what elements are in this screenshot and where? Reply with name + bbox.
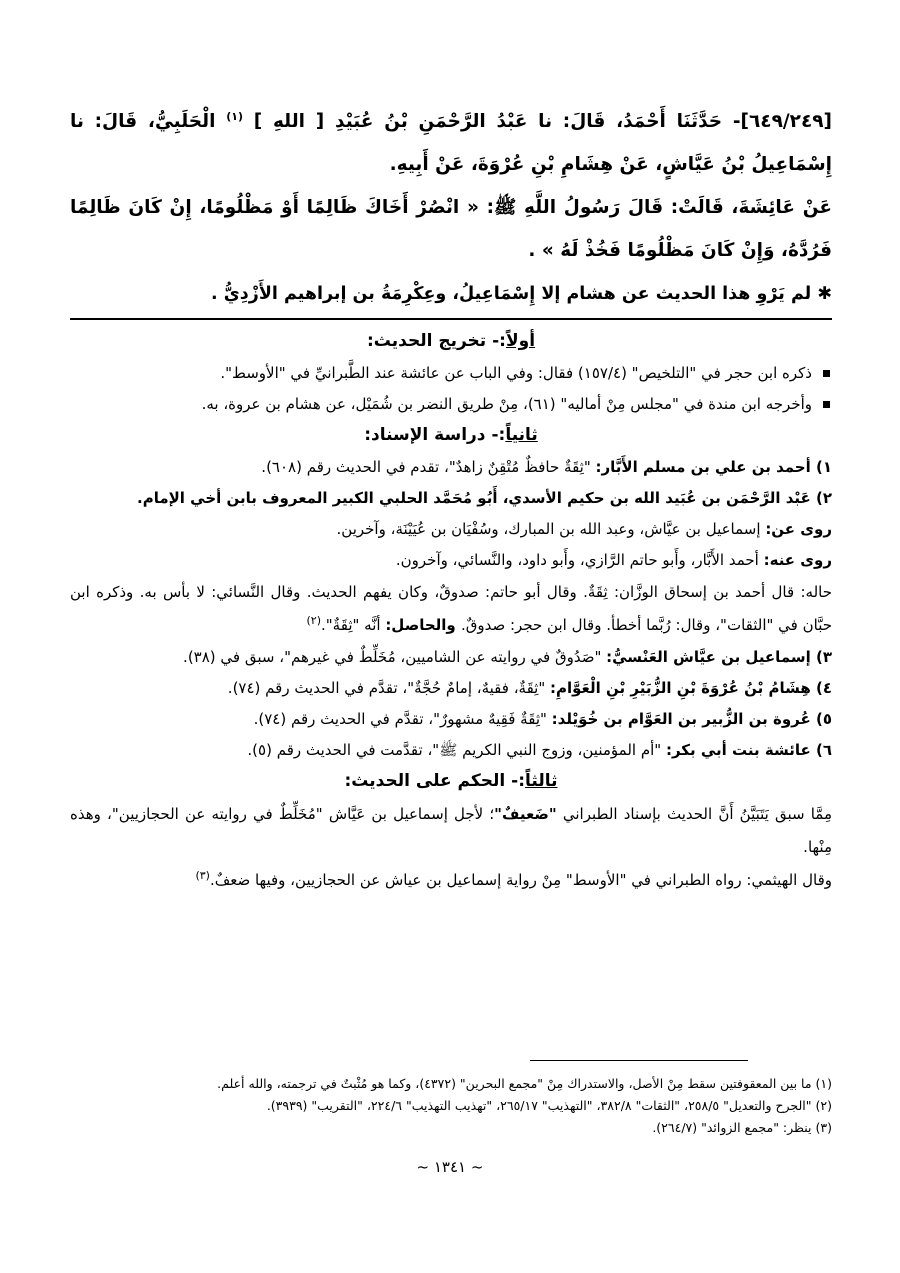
isnad-text-cont: الْحَلَبِيُّ، قَالَ: نا إِسْمَاعِيلُ بْنُ عَيَّاشٍ، عَنْ هِشَامِ بْنِ عُرْوَةَ، عَنْ أَبِيهِ. [70, 111, 832, 175]
footnote-1: (١) ما بين المعقوفتين سقط مِنْ الأصل، والاستدراك مِنْ "مجمع البحرين" (٤٣٧٢)، وكما هو مُثْبتٌ في ترجمته، والله أعلم. [217, 1076, 832, 1091]
page-number: ~ ١٣٤١ ~ [416, 1158, 484, 1176]
footnote-3: (٣) ينظر: "مجمع الزوائد" (٢٦٤/٧). [652, 1120, 832, 1135]
section-divider [70, 318, 832, 320]
hadith-matn: عَنْ عَائِشَةَ، قَالَتْ: قَالَ رَسُولُ اللَّهِ ﷺ: « انْصُرْ أَخَاكَ ظَالِمًا أَوْ مَظْلُومًا، إِنْ كَانَ ظَالِمًا فَرُدَّهُ، وَإِنْ كَانَ مَظْلُومًا فَخُذْ لَهُ » . [70, 197, 832, 261]
heading-label: ثانياً [505, 425, 538, 445]
list-item: وأخرجه ابن مندة في "مجلس مِنْ أماليه" (٦١)، مِنْ طريق النضر بن شُمَيْل، عن هشام بن عروة، به. [70, 389, 832, 420]
isnad-text: [٦٤٩/٢٤٩]- حَدَّثَنَا أَحْمَدُ، قَالَ: نا عَبْدُ الرَّحْمَنِ بْنُ عُبَيْدِ [ اللهِ ] [242, 111, 832, 132]
footnote-divider [530, 1060, 748, 1061]
verdict-paragraph: مِمَّا سبق يَتَبَيَّنُ أَنَّ الحديث بإسناد الطبراني "ضَعيفٌ"؛ لأجل إسماعيل بن عَيَّاش "مُخَلِّطٌ في روايته عن الحجازيين"، وهذه مِنْها. [70, 805, 833, 856]
footnote-2: (٢) "الجرح والتعديل" ٢٥٨/٥، "الثقات" ٣٨٢/٨، "التهذيب" ٢٦٥/١٧، "تهذيب التهذيب" ٢٢٤/٦، "التقريب" (٣٩٣٩). [266, 1098, 832, 1113]
narrator-5: ٥) عُروة بن الزُّبير بن العَوَّام بن خُوَيْلد: "ثِقَةٌ فَقِيهٌ مشهورٌ"، تقدَّم في الحديث رقم (٧٤). [253, 710, 832, 728]
heading-label: ثالثاً [525, 771, 558, 791]
heading-title: :- تخريج الحديث: [366, 331, 506, 351]
square-bullet-icon [823, 401, 830, 408]
haythami-paragraph: وقال الهيثمي: رواه الطبراني في "الأوسط" مِنْ رواية إسماعيل بن عياش عن الحجازيين، وفيها ضعفٌ.$^{(٣)}$ [195, 869, 832, 889]
hadith-note: ✱ لم يَرْوِ هذا الحديث عن هشام إلا إِسْمَاعِيلُ، وعِكْرِمَةُ بن إبراهيم الأَزْدِيُّ . [211, 284, 832, 304]
narrator-2: ٢) عَبْد الرَّحْمَن بن عُبَيد الله بن حكيم الأسدي، أَبُو مُحَمَّد الحلبي الكبير المعروف بابن أخي الإمام. [137, 489, 832, 507]
heading-title: :- دراسة الإسناد: [364, 425, 506, 445]
heading-label: أولاً [505, 331, 536, 351]
narrator-status: حاله: قال أحمد بن إسحاق الوزَّان: ثِقَةٌ. وقال أبو حاتم: صدوقٌ، وكان يفهم الحديث. وقال النَّسائي: لا بأس به. وذكره ابن حبَّان في "الثقات"، وقال: رُبَّما أخطأ. وقال ابن حجر: صدوقٌ. والحاصل: أنَّه "ثِقَةٌ".$^{(٢)}$ [70, 583, 832, 634]
heading-title: :- الحكم على الحديث: [344, 771, 526, 791]
section-heading-hukm [70, 768, 832, 794]
footnote-ref-3[interactable]: (٣) [195, 869, 210, 882]
narrated-from: روى عن: إسماعيل بن عيَّاش، وعبد الله بن المبارك، وسُفْيَان بن عُيَيْنَة، وآخرين. [336, 520, 832, 538]
list-item: ذكره ابن حجر في "التلخيص" (١٥٧/٤) فقال: وفي الباب عن عائشة عند الطَّبرانيِّ في "الأوسط". [70, 358, 832, 389]
footnote-ref-1[interactable]: (١) [226, 109, 243, 123]
square-bullet-icon [823, 370, 830, 377]
section-heading-takhrij [70, 328, 832, 354]
narrator-3: ٣) إسماعيل بن عيَّاش العَنْسيُّ: "صَدُوقٌ في روايته عن الشاميين، مُخَلِّطٌ في غيرهم"، سبق في (٣٨). [183, 648, 832, 666]
narrated-by: روى عنه: أحمد الأَبَّار، وأَبو حاتم الرَّازي، وأَبو داود، والنَّسائي، وآخرون. [395, 551, 832, 569]
page-body [70, 100, 832, 897]
footnote-ref-2[interactable]: (٢) [306, 614, 322, 627]
narrator-4: ٤) هِشَامُ بْنُ عُرْوَةَ بْنِ الزُّبَيْرِ بْنِ الْعَوَّامِ: "ثِقَةٌ، فقيهٌ، إمامٌ حُجَّةٌ"، تقدَّم في الحديث رقم (٧٤). [227, 679, 832, 697]
narrator-1: ١) أحمد بن علي بن مسلم الأَبَّار: "ثِقَةٌ حافظٌ مُتْقِنٌ زاهدٌ"، تقدم في الحديث رقم (٦٠٨). [261, 458, 832, 476]
narrator-6: ٦) عائشة بنت أبي بكر: "أم المؤمنين، وزوج النبي الكريم ﷺ"، تقدَّمت في الحديث رقم (٥). [247, 741, 832, 759]
section-heading-isnad [70, 422, 832, 448]
footnotes [70, 1073, 832, 1139]
hadith-isnad [70, 100, 832, 186]
